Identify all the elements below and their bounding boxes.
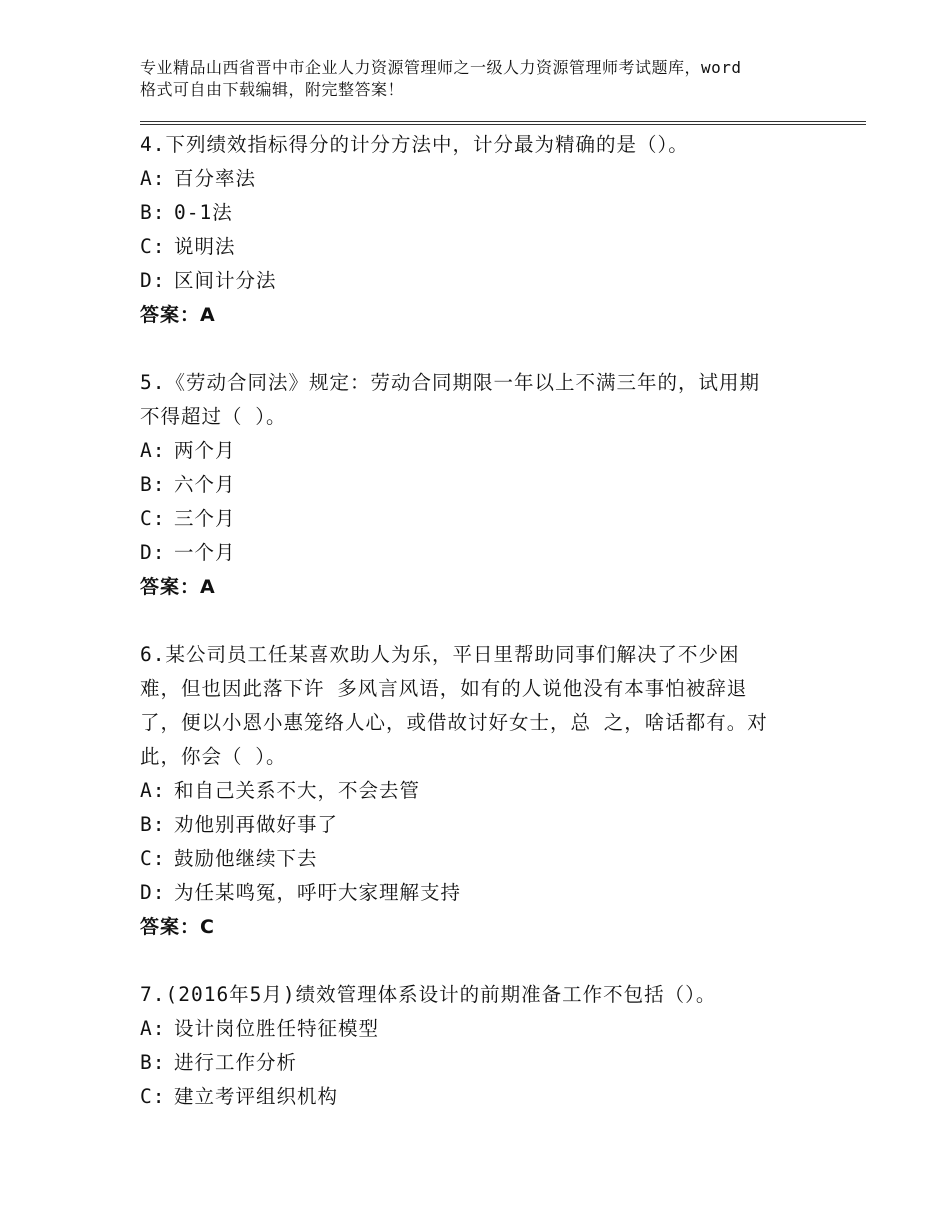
- option-b: B: 六个月: [140, 473, 236, 496]
- question-6: [140, 638, 840, 944]
- option-a: A: 百分率法: [140, 167, 257, 190]
- option-d: D: 为任某鸣冤，呼吁大家理解支持: [140, 881, 462, 904]
- stem-line: 7.(2016年5月)绩效管理体系设计的前期准备工作不包括（）。: [140, 983, 717, 1006]
- question-list: [140, 128, 840, 1114]
- question-4: [140, 128, 840, 332]
- question-7: [140, 978, 840, 1114]
- stem-line: 此，你会（ ）。: [140, 745, 287, 768]
- stem-line: 4.下列绩效指标得分的计分方法中，计分最为精确的是（）。: [140, 133, 689, 156]
- option-c: C: 建立考评组织机构: [140, 1085, 339, 1108]
- option-b: B: 进行工作分析: [140, 1051, 298, 1074]
- option-a: A: 和自己关系不大，不会去管: [140, 779, 421, 802]
- answer: 答案：C: [140, 916, 215, 938]
- header-rule-bottom: [140, 124, 866, 125]
- option-c: C: 说明法: [140, 235, 236, 258]
- option-a: A: 设计岗位胜任特征模型: [140, 1017, 380, 1040]
- document-header: [140, 57, 830, 101]
- option-b: B: 劝他别再做好事了: [140, 813, 339, 836]
- question-stem: [140, 366, 840, 434]
- question-stem: [140, 638, 840, 774]
- option-d: D: 一个月: [140, 541, 236, 564]
- stem-line: 了，便以小恩小惠笼络人心，或借故讨好女士，总 之，啥话都有。对: [140, 711, 768, 734]
- option-c: C: 三个月: [140, 507, 236, 530]
- option-b: B: 0-1法: [140, 201, 233, 224]
- header-line-2: 格式可自由下载编辑，附完整答案！: [140, 80, 405, 99]
- question-5: [140, 366, 840, 604]
- stem-line: 难，但也因此落下许 多风言风语，如有的人说他没有本事怕被辞退: [140, 677, 748, 700]
- question-stem: [140, 128, 840, 162]
- header-rule-top: [140, 121, 866, 122]
- answer: 答案：A: [140, 576, 216, 598]
- stem-line: 6.某公司员工任某喜欢助人为乐，平日里帮助同事们解决了不少困: [140, 643, 740, 666]
- answer: 答案：A: [140, 304, 216, 326]
- stem-line: 5.《劳动合同法》规定：劳动合同期限一年以上不满三年的，试用期: [140, 371, 760, 394]
- header-line-1: 专业精品山西省晋中市企业人力资源管理师之一级人力资源管理师考试题库，word: [140, 58, 742, 77]
- stem-line: 不得超过（ ）。: [140, 405, 287, 428]
- question-stem: [140, 978, 840, 1012]
- option-d: D: 区间计分法: [140, 269, 277, 292]
- option-a: A: 两个月: [140, 439, 236, 462]
- option-c: C: 鼓励他继续下去: [140, 847, 318, 870]
